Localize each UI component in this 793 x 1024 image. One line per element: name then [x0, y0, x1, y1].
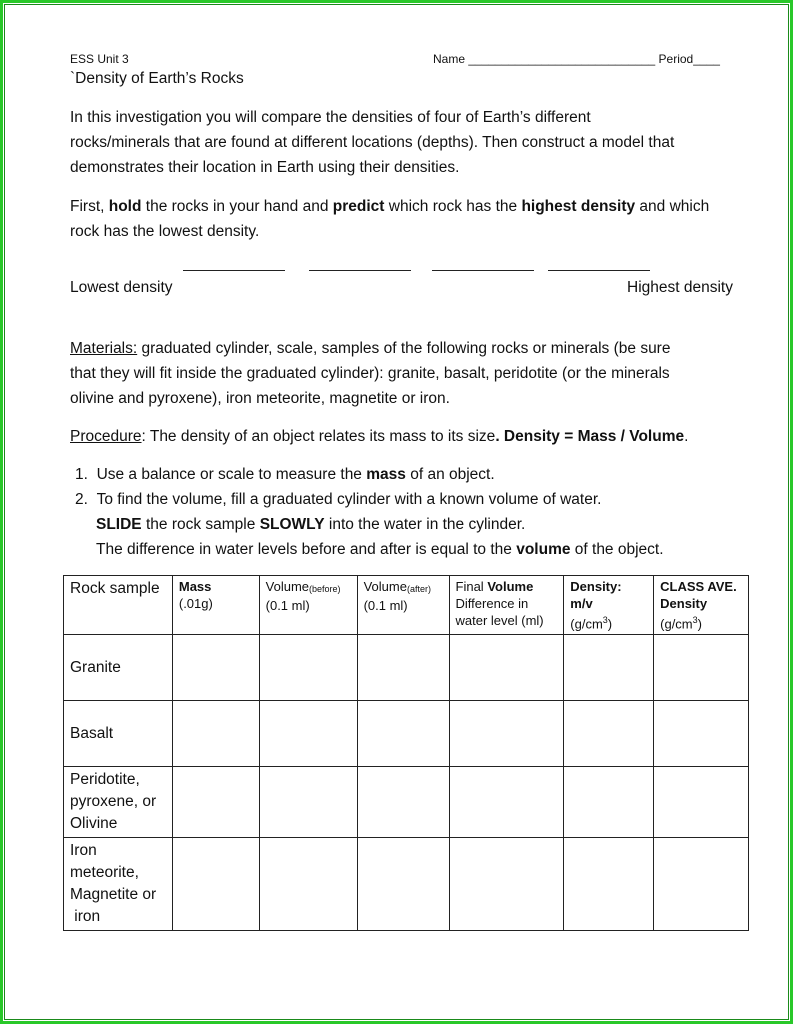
cell-input[interactable]: [449, 701, 564, 767]
table-row: [64, 701, 749, 767]
step-2: 2. To find the volume, fill a graduated cylinder with a known volume of water.: [75, 491, 602, 508]
intro-paragraph: [70, 105, 674, 180]
col-header-rock-sample: Rock sample: [64, 576, 173, 635]
step-2-line-3: The difference in water levels before and after is equal to the volume of the object.: [96, 541, 664, 558]
cell-input[interactable]: [172, 701, 259, 767]
cell-input[interactable]: [172, 838, 259, 931]
cell-input[interactable]: [564, 701, 654, 767]
procedure-label: Procedure: [70, 428, 142, 445]
cell-input[interactable]: [172, 767, 259, 838]
col-header-volume-before: Volume$_{(before)}$ (0.1 ml): [259, 576, 357, 635]
col-header-density: Density: m/v $(g/cm^3)$: [564, 576, 654, 635]
row-label-basalt: Basalt: [64, 701, 173, 767]
unit-label: ESS Unit 3: [70, 52, 129, 66]
col-header-final-volume: Final Volume Difference in water level (ml): [449, 576, 564, 635]
cell-input[interactable]: [654, 701, 749, 767]
procedure-line: Procedure: The density of an object relates its mass to its size. Density = Mass / Volume.: [70, 428, 689, 445]
cell-input[interactable]: [449, 838, 564, 931]
cell-input[interactable]: [172, 635, 259, 701]
intro-line-2: rocks/minerals that are found at different locations (depths). Then construct a model that: [70, 134, 675, 151]
density-formula: . Density = Mass / Volume: [495, 428, 685, 445]
row-label-granite: Granite: [64, 635, 173, 701]
cell-input[interactable]: [654, 767, 749, 838]
cell-input[interactable]: [654, 635, 749, 701]
cell-input[interactable]: [564, 767, 654, 838]
intro-line-1: In this investigation you will compare the densities of four of Earth’s different: [70, 109, 591, 126]
prediction-blank-1[interactable]: [183, 270, 285, 271]
predict-paragraph: [70, 194, 709, 244]
cell-input[interactable]: [259, 838, 357, 931]
cell-input[interactable]: [357, 838, 449, 931]
predict-line-1: First, hold the rocks in your hand and predict which rock has the highest density and which: [70, 198, 710, 215]
cell-input[interactable]: [259, 635, 357, 701]
step-1: 1. Use a balance or scale to measure the mass of an object.: [75, 466, 495, 483]
col-header-volume-after: Volume$_{(after)}$ (0.1 ml): [357, 576, 449, 635]
name-period-field[interactable]: Name ____________________________ Period____: [433, 52, 720, 66]
table-row: [64, 635, 749, 701]
table-row: [64, 838, 749, 931]
materials-paragraph: [70, 336, 670, 411]
cell-input[interactable]: [357, 767, 449, 838]
table-row: [64, 767, 749, 838]
cell-input[interactable]: [259, 701, 357, 767]
predict-line-2: rock has the lowest density.: [70, 223, 260, 240]
col-header-class-average: CLASS AVE. Density $(g/cm^3)$: [654, 576, 749, 635]
row-label-peridotite: Peridotite, pyroxene, or Olivine: [64, 767, 173, 838]
cell-input[interactable]: [564, 838, 654, 931]
highest-density-label: Highest density: [627, 279, 733, 296]
cell-input[interactable]: [449, 635, 564, 701]
rock-density-table: [63, 575, 749, 931]
table-header-row: [64, 576, 749, 635]
row-label-iron-meteorite: Iron meteorite, Magnetite or iron: [64, 838, 173, 931]
prediction-blank-4[interactable]: [548, 270, 650, 271]
materials-line-3: olivine and pyroxene), iron meteorite, magnetite or iron.: [70, 390, 450, 407]
cell-input[interactable]: [357, 701, 449, 767]
materials-label: Materials:: [70, 340, 138, 357]
prediction-blank-3[interactable]: [432, 270, 534, 271]
materials-line-1: Materials: graduated cylinder, scale, samples of the following rocks or minerals (be sure: [70, 340, 671, 357]
cell-input[interactable]: [259, 767, 357, 838]
prediction-blank-2[interactable]: [309, 270, 411, 271]
cell-input[interactable]: [654, 838, 749, 931]
lowest-density-label: Lowest density: [70, 279, 173, 296]
col-header-mass: Mass (.01g): [172, 576, 259, 635]
materials-line-2: that they will fit inside the graduated cylinder): granite, basalt, peridotite (or the minerals: [70, 365, 670, 382]
cell-input[interactable]: [449, 767, 564, 838]
cell-input[interactable]: [564, 635, 654, 701]
step-2-line-2: SLIDE the rock sample SLOWLY into the water in the cylinder.: [96, 516, 526, 533]
cell-input[interactable]: [357, 635, 449, 701]
intro-line-3: demonstrates their location in Earth using their densities.: [70, 159, 460, 176]
page-title: `Density of Earth’s Rocks: [70, 70, 244, 87]
